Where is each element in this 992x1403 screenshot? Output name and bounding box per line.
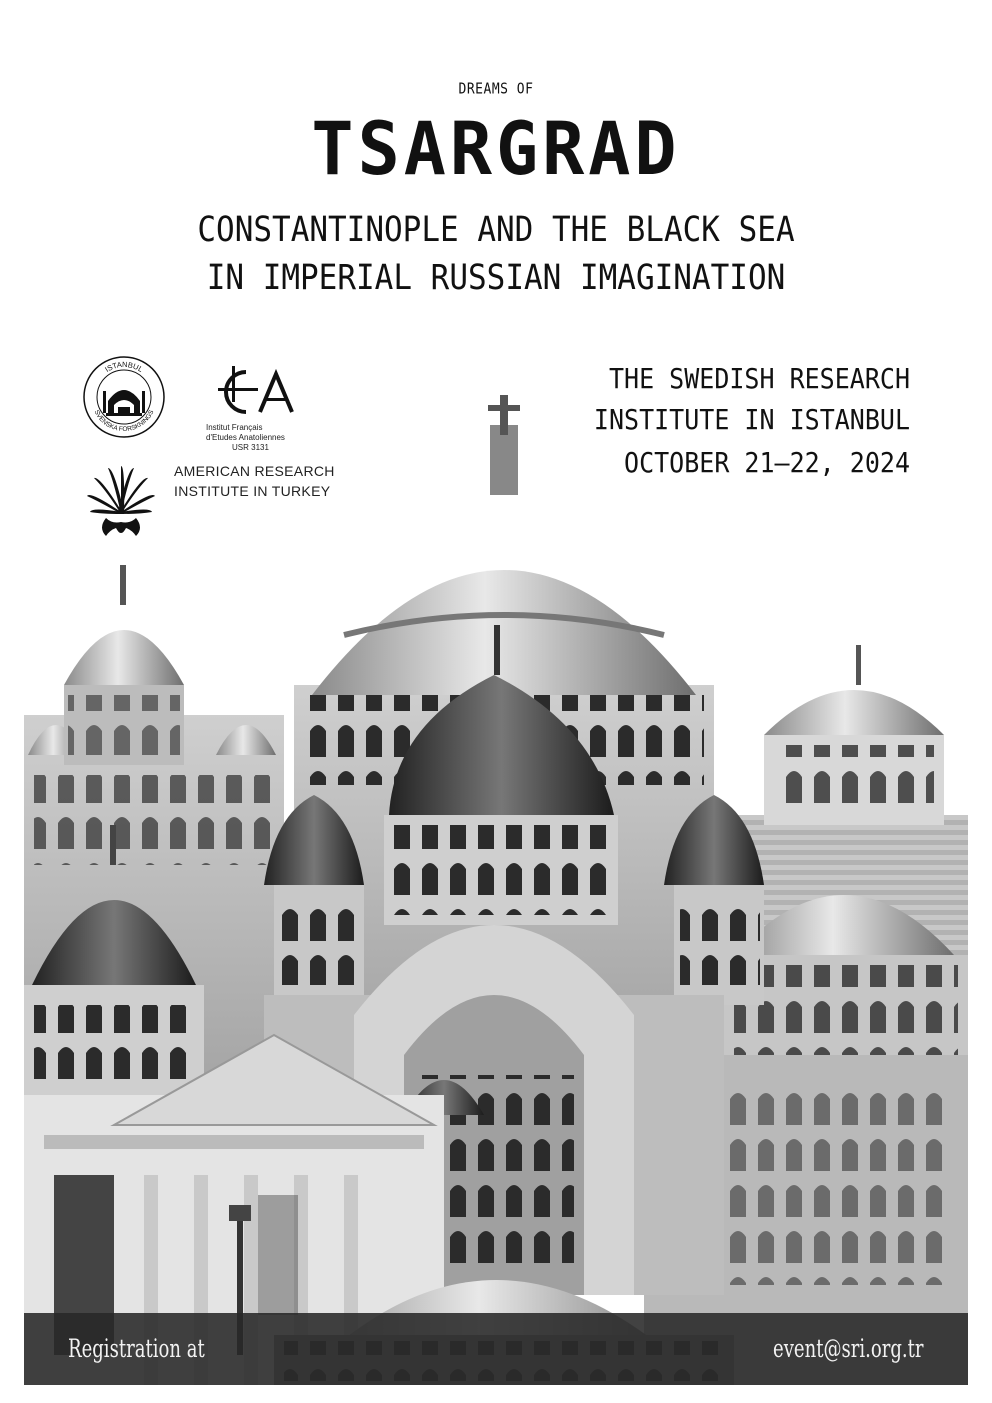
subtitle-line-1: CONSTANTINOPLE AND THE BLACK SEA [197,209,795,251]
ifea-line-3: USR 3131 [232,443,269,452]
registration-email-link[interactable]: event@sri.org.tr [773,1335,924,1364]
ifea-line-1: Institut Français [206,423,263,432]
page-title: TSARGRAD [311,105,681,193]
svg-text:ISTANBUL [103,360,144,374]
title-kicker: DREAMS OF [458,80,534,99]
ifea-line-2: d'Etudes Anatoliennes [206,433,285,442]
registration-label: Registration at [68,1335,205,1364]
registration-footer [24,1313,968,1385]
subtitle-line-2: IN IMPERIAL RUSSIAN IMAGINATION [206,257,786,299]
arit-line-2: INSTITUTE IN TURKEY [174,483,331,499]
event-venue-line-1: THE SWEDISH RESEARCH [608,362,910,395]
cathedral-collage-image [24,395,968,1385]
sri-seal-top-text: ISTANBUL [103,359,145,374]
sri-seal-bottom-text: SVENSKA FORSKNINGS [92,409,156,434]
event-venue-line-2: INSTITUTE IN ISTANBUL [593,403,910,436]
event-date: OCTOBER 21–22, 2024 [624,446,910,479]
arit-line-1: AMERICAN RESEARCH [174,463,335,479]
